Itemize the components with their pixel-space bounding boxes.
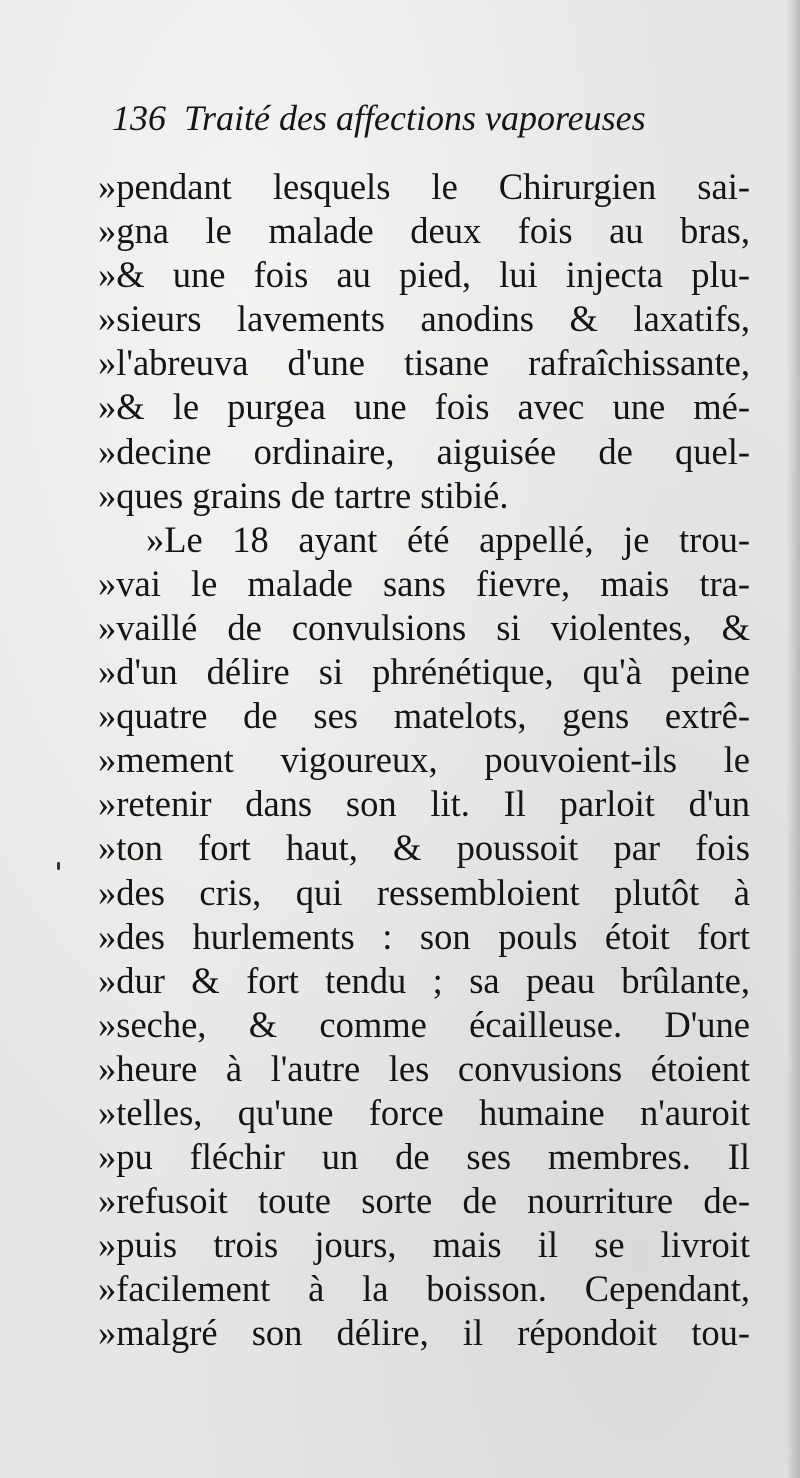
- text-line: »des hurlements : son pouls étoit fort: [98, 915, 750, 957]
- page-number: 136: [112, 98, 166, 138]
- text-line: »telles, qu'une force humaine n'auroit: [98, 1091, 750, 1133]
- text-line: »l'abreuva d'une tisane rafraîchissante,: [98, 342, 750, 384]
- text-line: »vai le malade sans fievre, mais tra-: [98, 562, 750, 604]
- text-line: »ton fort haut, & poussoit par fois: [98, 827, 750, 869]
- text-line: »puis trois jours, mais il se livroit: [98, 1224, 750, 1266]
- text-line: »retenir dans son lit. Il parloit d'un: [98, 783, 750, 825]
- text-line: »ques grains de tartre stibié.: [98, 474, 509, 516]
- text-line: »& le purgea une fois avec une mé-: [98, 386, 750, 428]
- text-line: »malgré son délire, il répondoit tou-: [98, 1312, 750, 1354]
- text-line: »facilement à la boisson. Cependant,: [98, 1268, 750, 1310]
- text-line: »Le 18 ayant été appellé, je trou-: [146, 518, 750, 560]
- text-line: »& une fois au pied, lui injecta plu-: [98, 254, 750, 296]
- text-line: »quatre de ses matelots, gens extrê-: [98, 695, 750, 737]
- text-line: »decine ordinaire, aiguisée de quel-: [98, 430, 750, 472]
- text-line: »pendant lesquels le Chirurgien sai-: [98, 166, 750, 207]
- text-line: »d'un délire si phrénétique, qu'à peine: [98, 651, 750, 693]
- text-line: »mement vigoureux, pouvoient-ils le: [98, 739, 750, 781]
- running-header: [112, 100, 646, 136]
- body-text: [98, 165, 750, 1356]
- text-line: »dur & fort tendu ; sa peau brûlante,: [98, 959, 750, 1001]
- text-line: »pu fléchir un de ses membres. Il: [98, 1136, 750, 1178]
- running-title: Traité des affections vaporeuses: [184, 98, 646, 138]
- text-line: »gna le malade deux fois au bras,: [98, 210, 750, 252]
- text-line: »vaillé de convulsions si violentes, &: [98, 606, 750, 648]
- text-line: »heure à l'autre les convusions étoient: [98, 1047, 750, 1089]
- page-edge-shadow: [786, 0, 800, 1478]
- text-line: »des cris, qui ressembloient plutôt à: [98, 871, 750, 913]
- paper-speck: [57, 862, 60, 870]
- text-line: »refusoit toute sorte de nourriture de-: [98, 1180, 750, 1222]
- text-line: »sieurs lavements anodins & laxatifs,: [98, 298, 750, 340]
- text-line: »seche, & comme écailleuse. D'une: [98, 1003, 750, 1045]
